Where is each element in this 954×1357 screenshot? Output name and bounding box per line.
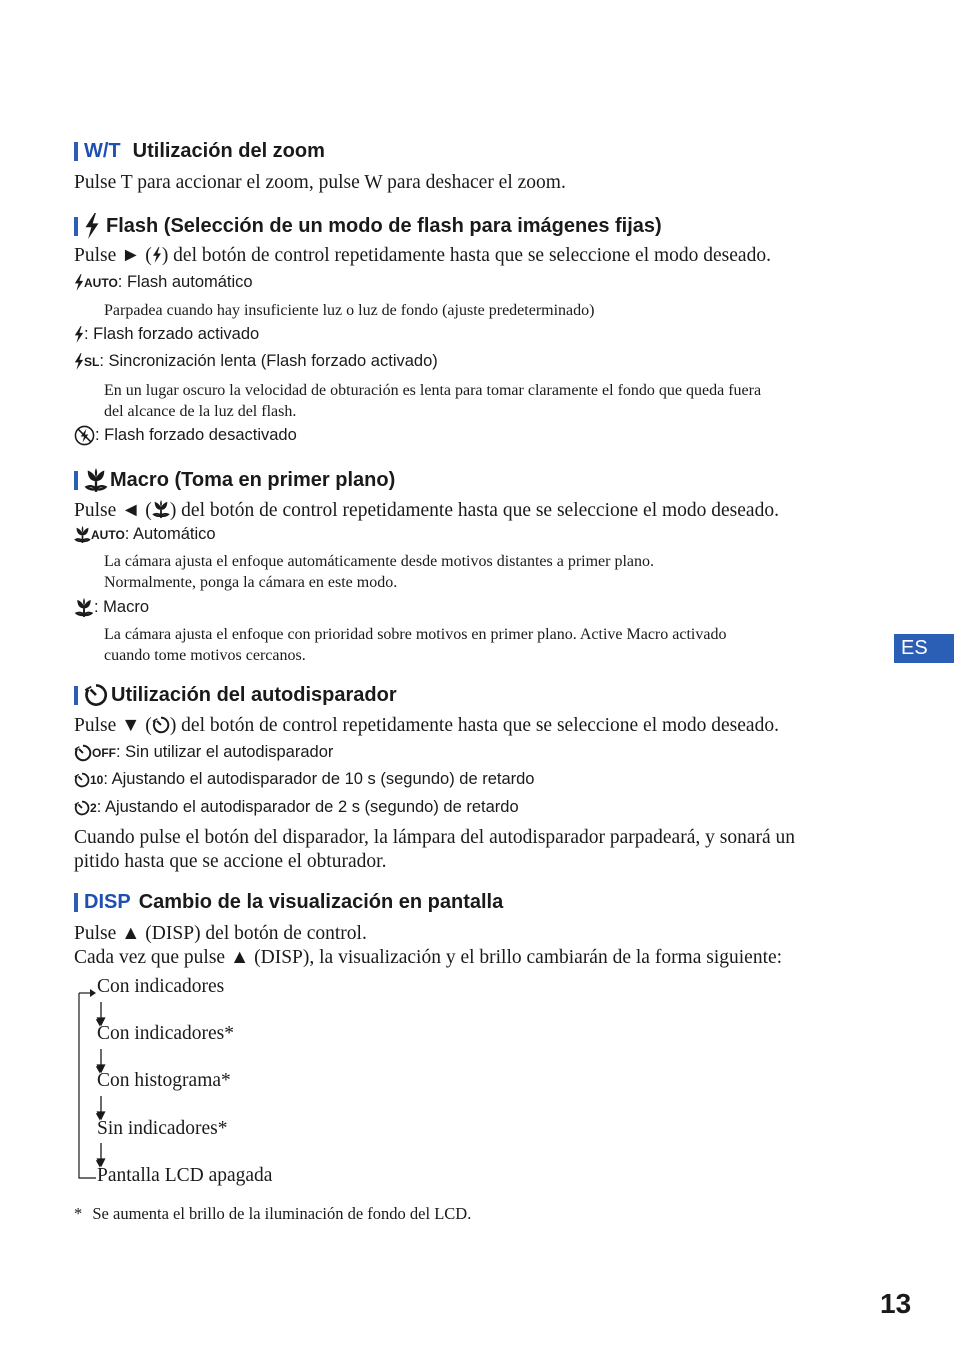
macro-auto-label: AUTO xyxy=(91,527,125,542)
macro-auto-desc-2: Normalmente, ponga la cámara en este modo. xyxy=(104,574,398,591)
section-heading-flash xyxy=(74,213,662,239)
timer-2-label: 2 xyxy=(90,800,97,815)
timer-10-text: : Ajustando el autodisparador de 10 s (segundo) de retardo xyxy=(103,770,535,788)
flash-auto-label: AUTO xyxy=(84,275,118,290)
timer-2-text: : Ajustando el autodisparador de 2 s (segundo) de retardo xyxy=(96,798,519,816)
flash-auto-text: : Flash automático xyxy=(117,273,253,291)
flash-off-icon xyxy=(74,425,95,446)
section-heading-macro xyxy=(74,467,395,493)
flash-icon xyxy=(74,326,84,343)
flash-option-off xyxy=(74,425,297,446)
language-tab: ES xyxy=(894,634,954,663)
section-marker xyxy=(74,142,78,161)
section-heading-zoom xyxy=(74,140,325,163)
flash-icon xyxy=(74,353,84,370)
section-marker xyxy=(74,217,78,236)
flash-option-auto xyxy=(74,273,253,292)
flash-icon xyxy=(74,274,84,291)
disp-line-1: Pulse ▲ (DISP) del botón de control. xyxy=(74,923,367,944)
timer-intro xyxy=(74,715,779,737)
self-timer-icon xyxy=(74,772,90,788)
zoom-text: Pulse T para accionar el zoom, pulse W para deshacer el zoom. xyxy=(74,172,566,193)
flash-intro xyxy=(74,245,771,267)
timer-intro-a: Pulse ▼ ( xyxy=(74,715,152,736)
footnote-text: Se aumenta el brillo de la iluminación de fondo del LCD. xyxy=(92,1204,472,1223)
flash-sl-text: : Sincronización lenta (Flash forzado activado) xyxy=(99,352,438,370)
macro-intro-b: ) del botón de control repetidamente hasta que se seleccione el modo deseado. xyxy=(169,500,779,521)
flash-on-text: : Flash forzado activado xyxy=(84,325,260,343)
flash-sl-label: SL xyxy=(84,354,100,369)
section-marker xyxy=(74,893,78,912)
flash-sl-desc-1: En un lugar oscuro la velocidad de obturación es lenta para tomar claramente el fondo que queda fuera xyxy=(104,382,762,399)
macro-on-text: : Macro xyxy=(94,598,150,616)
timer-title: Utilización del autodisparador xyxy=(111,683,397,706)
self-timer-icon xyxy=(84,683,108,707)
page-number: 13 xyxy=(880,1288,912,1319)
flash-off-text: : Flash forzado desactivado xyxy=(95,426,297,444)
flash-sl-desc-2: del alcance de la luz del flash. xyxy=(104,403,297,420)
timer-option-2s xyxy=(74,798,519,817)
footnote-mark: * xyxy=(74,1204,83,1223)
macro-option-on xyxy=(74,597,149,618)
footnote xyxy=(74,1204,471,1224)
section-heading-disp xyxy=(74,891,503,914)
disp-title: Cambio de la visualización en pantalla xyxy=(138,891,504,913)
macro-flower-icon xyxy=(84,467,108,493)
flash-auto-desc: Parpadea cuando hay insuficiente luz o luz de fondo (ajuste predeterminado) xyxy=(104,302,595,319)
timer-off-label: OFF xyxy=(92,745,116,760)
flash-icon xyxy=(84,213,100,239)
section-marker xyxy=(74,471,78,490)
self-timer-icon xyxy=(74,800,90,816)
flash-option-slow-sync xyxy=(74,352,438,371)
flow-step-3: Con histograma* xyxy=(97,1070,231,1091)
zoom-title: Utilización del zoom xyxy=(132,140,325,162)
flash-title: Flash (Selección de un modo de flash para imágenes fijas) xyxy=(106,214,662,237)
timer-option-10s xyxy=(74,770,535,789)
macro-auto-desc-1: La cámara ajusta el enfoque automáticamente desde motivos distantes a primer plano. xyxy=(104,553,655,570)
macro-on-desc-1: La cámara ajusta el enfoque con prioridad sobre motivos en primer plano. Active Macro activado xyxy=(104,626,727,643)
macro-option-auto xyxy=(74,525,216,544)
disp-keyword: DISP xyxy=(84,891,131,913)
disp-line-2: Cada vez que pulse ▲ (DISP), la visualización y el brillo cambiarán de la forma siguiente: xyxy=(74,947,783,968)
flow-step-2: Con indicadores* xyxy=(97,1023,235,1044)
section-marker xyxy=(74,686,78,705)
timer-note-1: Cuando pulse el botón del disparador, la lámpara del autodisparador parpadeará, y sonará un xyxy=(74,827,796,848)
flow-step-4: Sin indicadores* xyxy=(97,1118,228,1139)
flash-intro-b: ) del botón de control repetidamente hasta que se seleccione el modo deseado. xyxy=(161,245,771,266)
macro-flower-icon xyxy=(74,597,94,618)
macro-on-desc-2: cuando tome motivos cercanos. xyxy=(104,647,306,664)
timer-10-label: 10 xyxy=(90,772,104,787)
flow-step-5: Pantalla LCD apagada xyxy=(97,1165,273,1186)
self-timer-icon xyxy=(152,716,170,734)
flash-intro-a: Pulse ► ( xyxy=(74,245,152,266)
timer-option-off xyxy=(74,743,333,762)
macro-flower-icon xyxy=(152,499,170,519)
macro-auto-text: : Automático xyxy=(124,525,216,543)
timer-note-2: pitido hasta que se accione el obturador. xyxy=(74,851,387,872)
timer-off-text: : Sin utilizar el autodisparador xyxy=(116,743,334,761)
flow-step-1: Con indicadores xyxy=(97,976,225,997)
section-heading-timer xyxy=(74,683,397,707)
flash-option-on xyxy=(74,325,259,344)
macro-intro xyxy=(74,499,779,522)
macro-flower-icon xyxy=(74,525,91,544)
timer-intro-b: ) del botón de control repetidamente hasta que se seleccione el modo deseado. xyxy=(169,715,779,736)
flash-icon xyxy=(152,247,162,263)
macro-intro-a: Pulse ◄ ( xyxy=(74,500,152,521)
zoom-keyword: W/T xyxy=(84,140,121,162)
self-timer-icon xyxy=(74,744,92,762)
macro-title: Macro (Toma en primer plano) xyxy=(110,468,396,491)
